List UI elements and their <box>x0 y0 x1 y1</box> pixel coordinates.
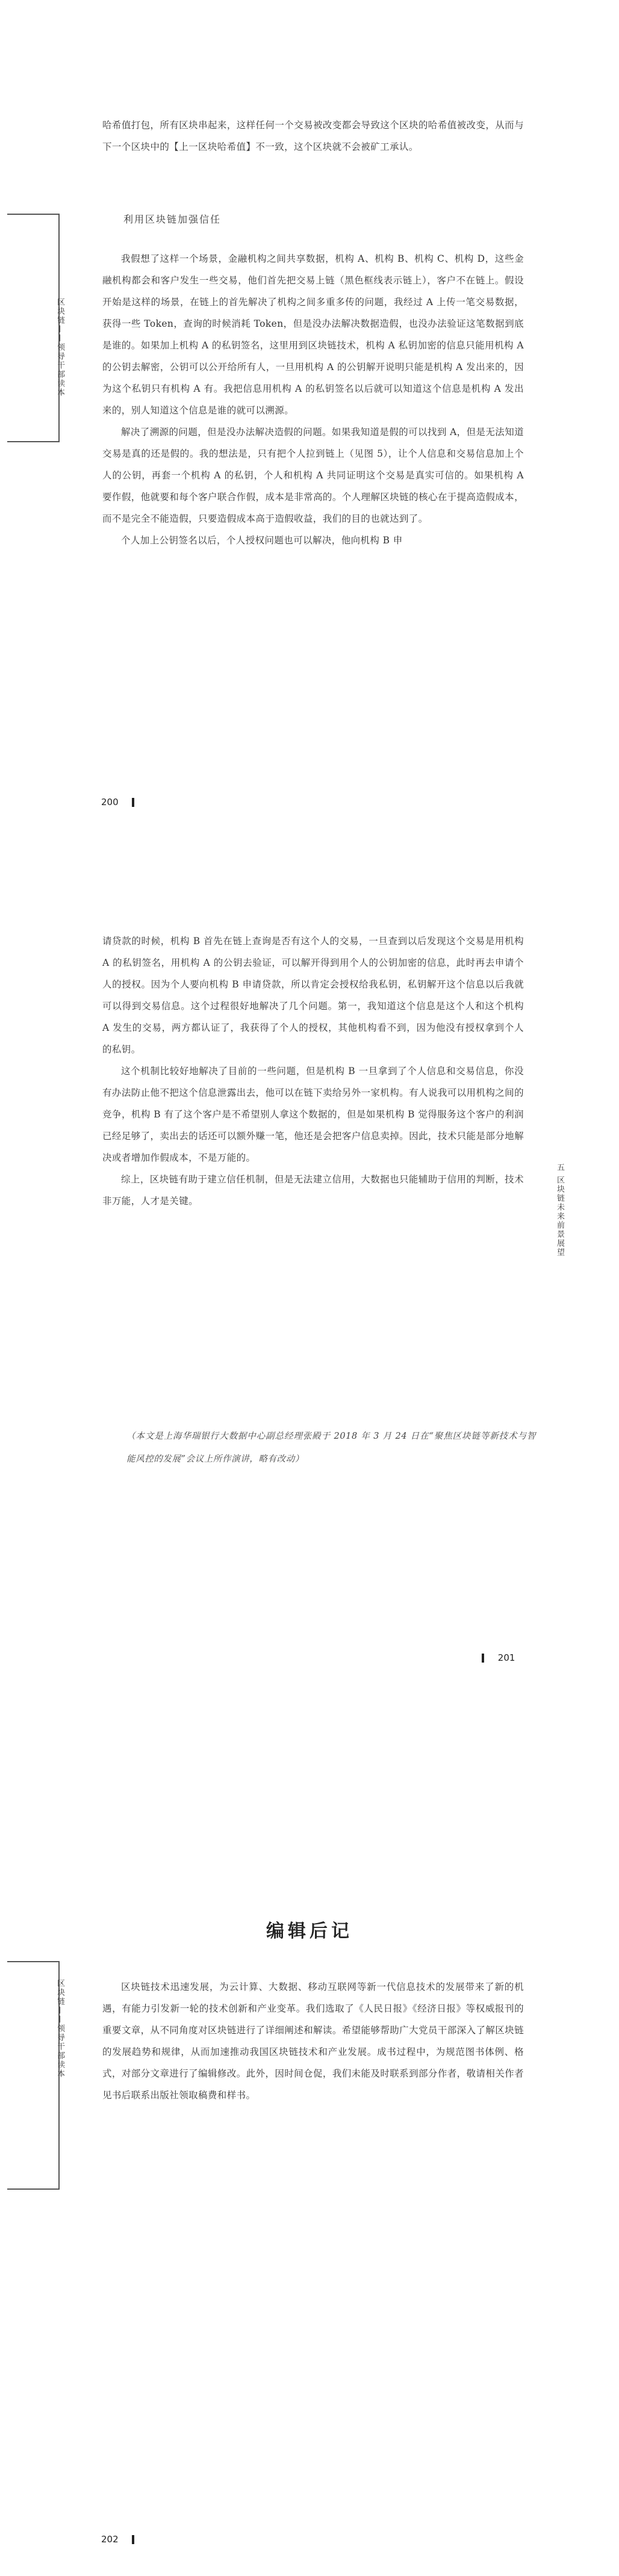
page-201 <box>0 859 619 1717</box>
section-subheading: 利用区块链加强信任 <box>123 214 222 225</box>
side-tab-label: 区块链——领导干部读本 <box>55 1979 64 2078</box>
page-number-bar <box>132 798 134 807</box>
page-number <box>482 1652 515 1663</box>
page-200 <box>0 0 619 859</box>
page-202 <box>0 1717 619 2576</box>
page-title: 编辑后记 <box>266 1921 353 1942</box>
paragraph: 这个机制比较好地解决了目前的一些问题，但是机构 B 一旦拿到了个人信息和交易信息，你没有办法防止他不把这个信息泄露出去，他可以在链下卖给另外一家机构。有人说我可以用机构之间的竞争，机构 B 有了这个客户是不希望别人拿这个数据的，但是如果机构 B 觉得服务这个客户的利润已经足够了，卖出去的话还可以额外赚一笔，他还是会把客户信息卖掉。因此，技术只能是部分地解决或者增加作假成本，不是万能的。 <box>102 1066 524 1163</box>
paragraph: 综上，区块链有助于建立信任机制，但是无法建立信用，大数据也只能辅助于信用的判断，技术非万能，人才是关键。 <box>102 1174 524 1206</box>
side-tab-right: 五 区块链未来前景展望 <box>555 1163 564 1258</box>
body-text <box>102 114 524 158</box>
page-number-bar <box>482 1654 484 1663</box>
paragraph: 我假想了这样一个场景，金融机构之间共享数据，机构 A、机构 B、机构 C、机构 D，这些金融机构都会和客户发生一些交易，他们首先把交易上链（黑色框线表示链上），客户不在链上。假设开始是这样的场景，在链上的首先解决了机构之间多重多传的问题，我经过 A 上传一笔交易数据，获得一些 Token，查询的时候消耗 Token，但是没办法解决数据造假，也没办法验证这笔数据到底是谁的。如果加上机构 A 的私钥签名，这里用到区块链技术，机构 A 私钥加密的信息只能用机构 A 的公钥去解密，公钥可以公开给所有人，一旦用机构 A 的公钥解开说明只能是机构 A 发出来的，因为这个私钥只有机构 A 有。我把信息用机构 A 的私钥签名以后就可以知道这个信息是机构 A 发出来的，别人知道这个信息是谁的就可以溯源。 <box>102 253 524 416</box>
side-tab-left <box>7 1961 64 2190</box>
page-number <box>101 2534 134 2545</box>
side-tab-left <box>7 214 64 442</box>
page-number <box>101 797 134 808</box>
page-number-text: 200 <box>101 797 119 808</box>
page-number-text: 201 <box>497 1652 515 1663</box>
body-text <box>102 930 524 1212</box>
paragraph: 解决了溯源的问题，但是没办法解决造假的问题。如果我知道是假的可以找到 A，但是无法知道交易是真的还是假的。我的想法是，只有把个人拉到链上（见图 5），让个人信息和交易信息加上个人的公钥，再套一个机构 A 的私钥，个人和机构 A 共同证明这个交易是真实可信的。如果机构 A 要作假，他就要和每个客户联合作假，成本是非常高的。个人理解区块链的核心在于提高造假成本，而不是完全不能造假，只要造假成本高于造假收益，我们的目的也就达到了。 <box>102 427 524 524</box>
source-note: （本文是上海华瑞银行大数据中心副总经理张殿于 2018 年 3 月 24 日在“聚焦区块链等新技术与智能风控的发展”会议上所作演讲，略有改动） <box>126 1432 536 1464</box>
paragraph: 个人加上公钥签名以后，个人授权问题也可以解决，他向机构 B 申 <box>121 535 403 546</box>
body-text <box>102 1976 524 2106</box>
paragraph: 请贷款的时候，机构 B 首先在链上查询是否有这个人的交易，一旦查到以后发现这个交易是用机构 A 的私钥签名，用机构 A 的公钥去验证，可以解开得到用个人的公钥加密的信息，此时再去申请个人的授权。因为个人要向机构 B 申请贷款，所以肯定会授权给我私钥，私钥解开这个信息以后我就可以得到交易信息。这个过程很好地解决了几个问题。第一，我知道这个信息是这个人和这个机构 A 发生的交易，两方都认证了，我获得了个人的授权，其他机构看不到，因为他没有授权拿到个人的私钥。 <box>102 936 524 1055</box>
paragraph: 哈希值打包，所有区块串起来，这样任何一个交易被改变都会导致这个区块的哈希值被改变，从而与下一个区块中的【上一区块哈希值】不一致，这个区块就不会被矿工承认。 <box>102 120 524 152</box>
page-number-bar <box>132 2535 134 2544</box>
page-number-text: 202 <box>101 2534 119 2545</box>
side-tab-label: 区块链——领导干部读本 <box>55 298 64 397</box>
paragraph: 区块链技术迅速发展，为云计算、大数据、移动互联网等新一代信息技术的发展带来了新的机遇，有能力引发新一轮的技术创新和产业变革。我们选取了《人民日报》《经济日报》等权威报刊的重要文章，从不同角度对区块链进行了详细阐述和解读。希望能够帮助广大党员干部深入了解区块链的发展趋势和规律，从而加速推动我国区块链技术和产业发展。成书过程中，为规范图书体例、格式，对部分文章进行了编辑修改。此外，因时间仓促，我们未能及时联系到部分作者，敬请相关作者见书后联系出版社领取稿费和样书。 <box>102 1981 524 2101</box>
body-text <box>102 248 524 551</box>
